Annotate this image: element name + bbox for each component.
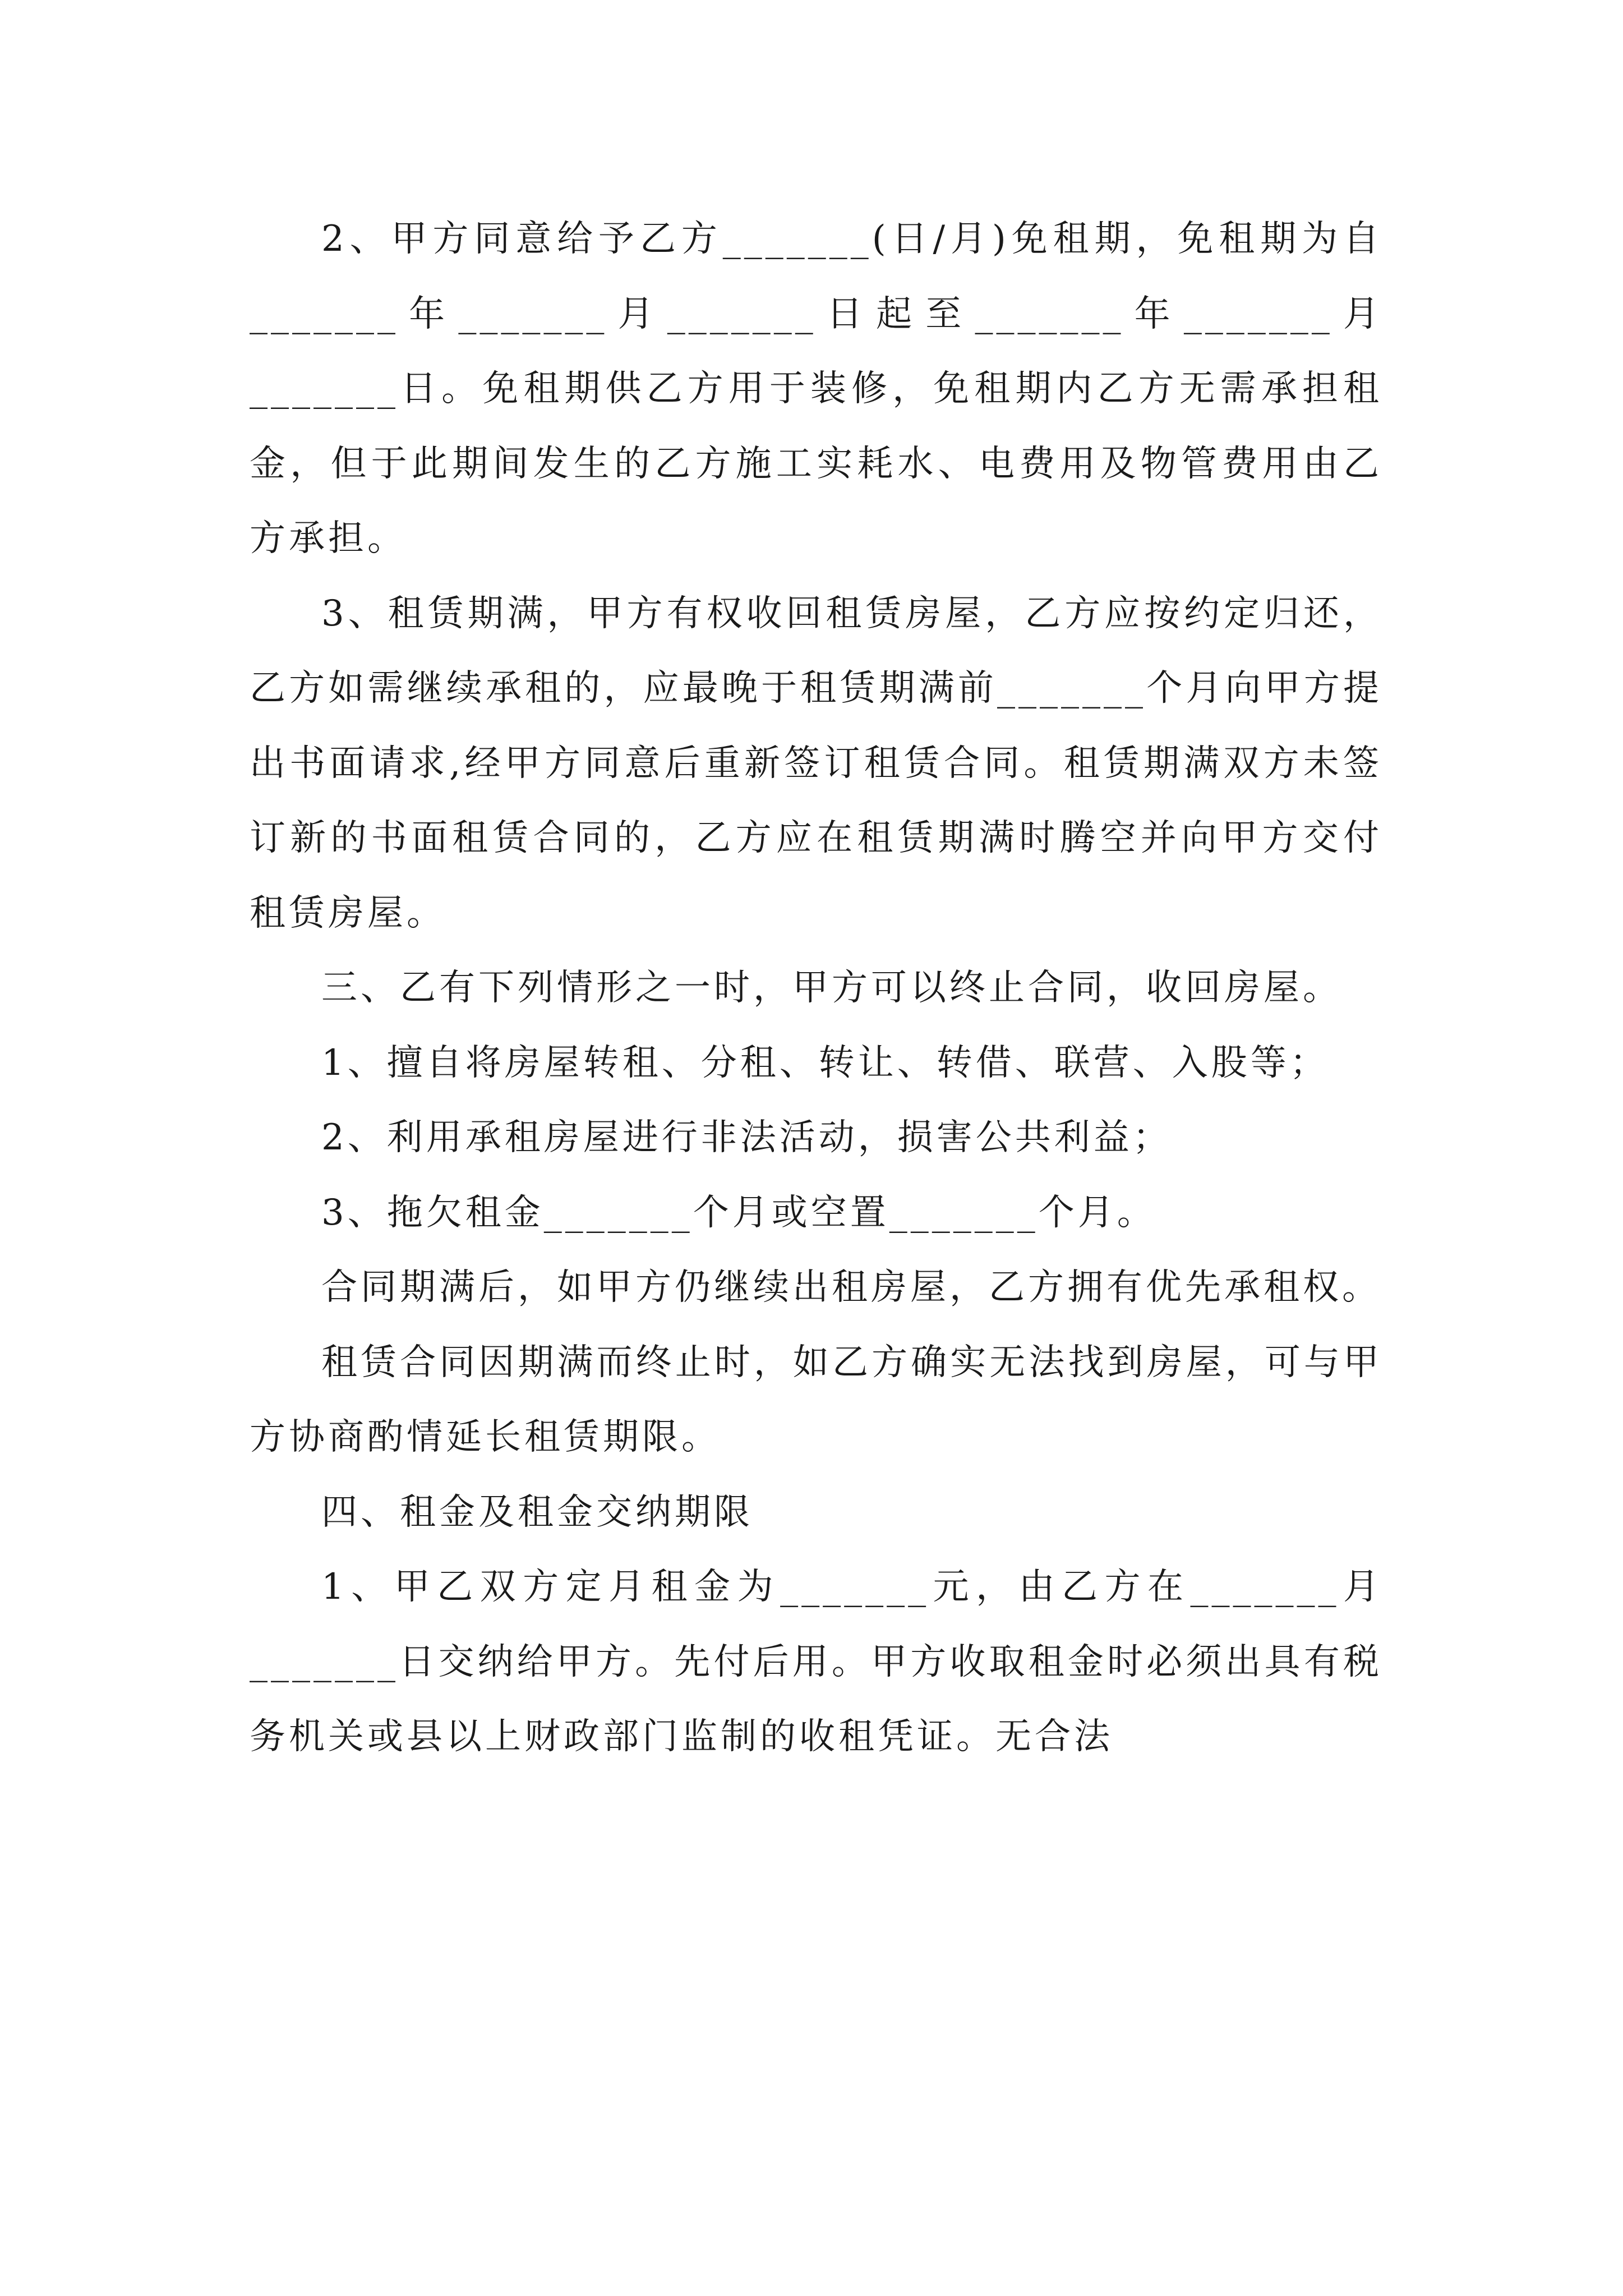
paragraph-termination-item-3: 3、拖欠租金_______个月或空置_______个月。 [321,1191,1156,1234]
section-heading-termination: 三、乙有下列情形之一时，甲方可以终止合同，收回房屋。 [321,967,1342,1009]
paragraph-rent-free-period: 2、甲方同意给予乙方_______(日/月)免租期，免租期为自_______年_______月_______日起至_______年_______月_______日。免租期供乙方用于装修，免租期内乙方无需承担租金，但于此期间发生的乙方施工实耗水、电费用及物管费用由乙方承担。 [250,218,1382,559]
paragraph-termination-item-1: 1、擅自将房屋转租、分租、转让、转借、联营、入股等； [321,1042,1329,1084]
paragraph-lease-extension: 租赁合同因期满而终止时，如乙方确实无法找到房屋，可与甲方协商酌情延长租赁期限。 [250,1341,1382,1458]
section-heading-rent-payment: 四、租金及租金交纳期限 [321,1491,753,1533]
paragraph-lease-expiry-renewal: 3、租赁期满，甲方有权收回租赁房屋，乙方应按约定归还，乙方如需继续承租的，应最晚于租赁期满前_______个月向甲方提出书面请求,经甲方同意后重新签订租赁合同。租赁期满双方未签订新的书面租赁合同的，乙方应在租赁期满时腾空并向甲方交付租赁房屋。 [250,592,1382,934]
paragraph-termination-item-2: 2、利用承租房屋进行非法活动，损害公共利益； [321,1117,1172,1158]
paragraph-monthly-rent: 1、甲乙双方定月租金为_______元，由乙方在_______月_______日交纳给甲方。先付后用。甲方收取租金时必须出具有税务机关或县以上财政部门监制的收租凭证。无合法 [250,1566,1382,1757]
contract-body [250,202,1382,1775]
paragraph-priority-lease-right: 合同期满后，如甲方仍继续出租房屋，乙方拥有优先承租权。 [321,1267,1381,1308]
